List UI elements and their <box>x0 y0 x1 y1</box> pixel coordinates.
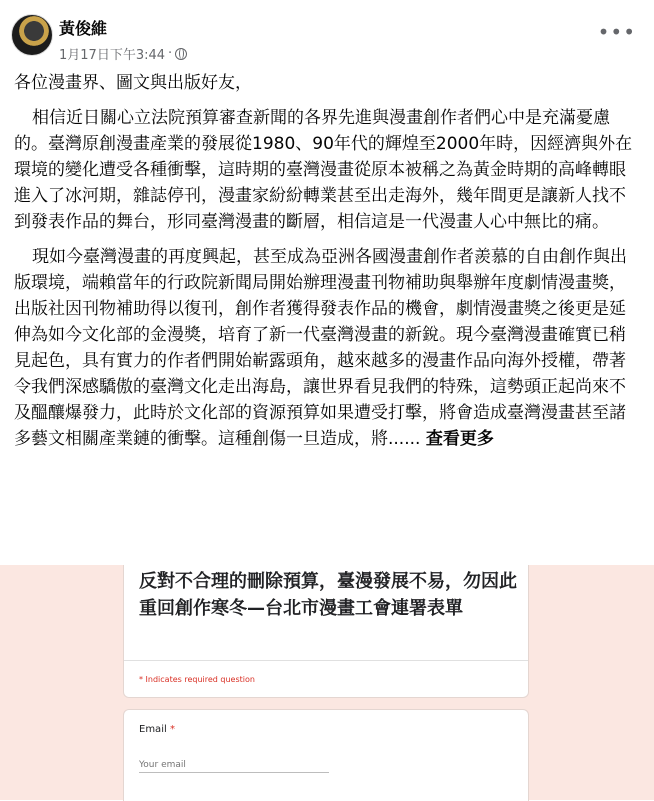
link-preview[interactable] <box>0 565 654 800</box>
globe-icon <box>175 48 187 60</box>
see-more-link[interactable]: 查看更多 <box>425 429 494 449</box>
form-header-card <box>123 565 529 698</box>
email-field[interactable] <box>139 758 329 773</box>
post-paragraph-2 <box>14 244 642 452</box>
form-title: 反對不合理的刪除預算，臺漫發展不易，勿因此重回創作寒冬—台北市漫畫工會連署表單 <box>139 571 517 619</box>
more-options-button[interactable]: ••• <box>597 20 636 44</box>
email-label <box>139 724 175 735</box>
author-name[interactable]: 黃俊維 <box>59 19 108 38</box>
post-paragraph-2-text: 現如今臺灣漫畫的再度興起，甚至成為亞洲各國漫畫創作者羨慕的自由創作與出版環境，端賴當年的行政院新聞局開始辦理漫畫刊物補助與舉辦年度劇情漫畫獎，出版社因刊物補助得以復刊，創作者獲得發表作品的機會，劇情漫畫獎之後更是延伸為如今文化部的金漫獎，培育了新一代臺灣漫畫的新銳。現今臺灣漫畫確實已稍見起色，具有實力的作者們開始嶄露頭角，越來越多的漫畫作品向海外授權，帶著令我們深感驕傲的臺灣文化走出海島，讓世界看見我們的特殊，這勢頭正起尚來不及醞釀爆發力，此時於文化部的資源預算如果遭受打擊，將會造成臺灣漫畫甚至諸多藝文相關產業鏈的衝擊。這種創傷一旦造成，將...... <box>14 247 627 449</box>
required-note: * Indicates required question <box>139 675 255 684</box>
post-paragraph-1: 相信近日關心立法院預算審查新聞的各界先進與漫畫創作者們心中是充滿憂慮的。臺灣原創漫畫產業的發展從1980、90年代的輝煌至2000年時，因經濟與外在環境的變化遭受各種衝擊，這時期的臺灣漫畫從原本被稱之為黃金時期的高峰轉眼進入了冰河期，雜誌停刊，漫畫家紛紛轉業甚至出走海外，幾年間更是讓新人找不到發表作品的舞台，形同臺灣漫畫的斷層，相信這是一代漫畫人心中無比的痛。 <box>14 108 633 232</box>
post-meta <box>59 44 187 63</box>
post-timestamp[interactable]: 1月17日下午3:44 <box>59 48 166 63</box>
form-divider <box>124 660 528 661</box>
avatar[interactable] <box>11 14 53 56</box>
post-header <box>0 0 654 72</box>
email-label-text: Email <box>139 724 167 735</box>
post-greeting: 各位漫畫界、圖文與出版好友， <box>14 73 252 93</box>
meta-separator: · <box>168 46 173 61</box>
email-question-card <box>123 709 529 801</box>
post-body <box>14 70 642 461</box>
required-star: * <box>169 724 175 735</box>
